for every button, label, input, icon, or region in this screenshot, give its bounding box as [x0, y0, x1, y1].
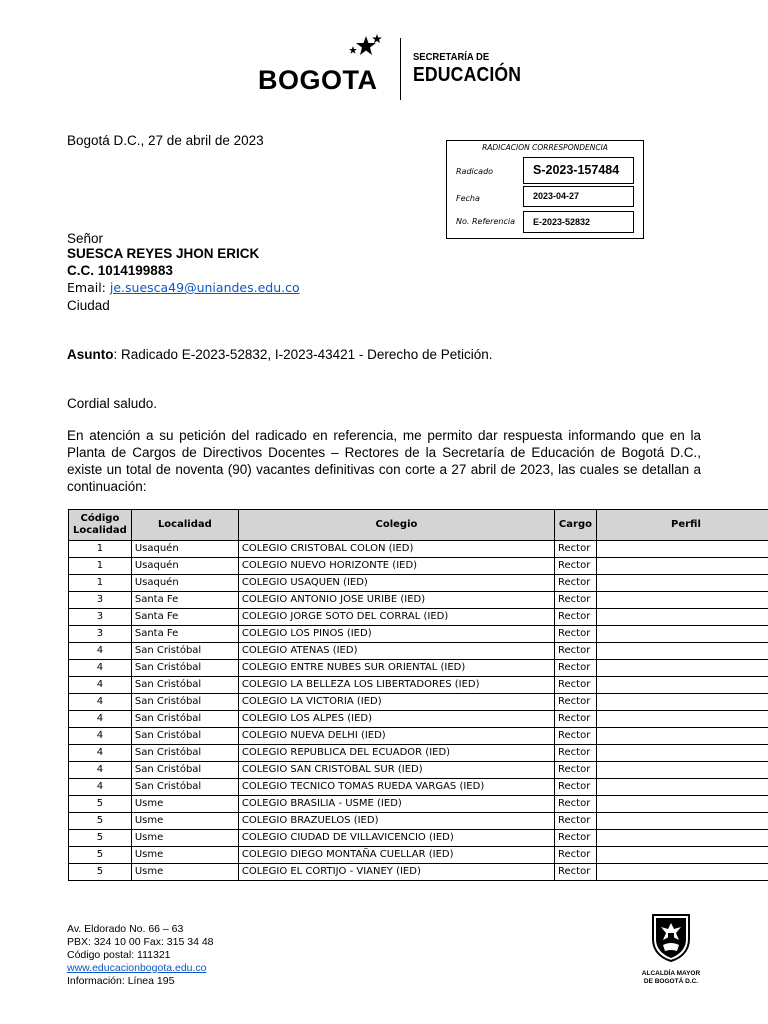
cell-localidad: San Cristóbal — [131, 694, 238, 711]
cell-localidad: Usaquén — [131, 558, 238, 575]
cell-colegio: COLEGIO LOS PINOS (IED) — [238, 626, 554, 643]
cell-codigo: 5 — [69, 864, 132, 881]
table-row — [69, 575, 768, 592]
cell-perfil — [596, 762, 768, 779]
cell-cargo: Rector — [555, 660, 597, 677]
cell-codigo: 3 — [69, 592, 132, 609]
cell-cargo: Rector — [555, 864, 597, 881]
cell-codigo: 4 — [69, 660, 132, 677]
cell-colegio: COLEGIO ATENAS (IED) — [238, 643, 554, 660]
cell-localidad: Santa Fe — [131, 609, 238, 626]
cell-localidad: San Cristóbal — [131, 643, 238, 660]
cell-colegio: COLEGIO ANTONIO JOSE URIBE (IED) — [238, 592, 554, 609]
cell-cargo: Rector — [555, 762, 597, 779]
cell-colegio: COLEGIO LOS ALPES (IED) — [238, 711, 554, 728]
recipient-id: C.C. 1014199883 — [67, 263, 173, 278]
cell-cargo: Rector — [555, 677, 597, 694]
table-row — [69, 558, 768, 575]
subject-text: : Radicado E-2023-52832, I-2023-43421 - Derecho de Petición. — [113, 347, 493, 362]
cell-cargo: Rector — [555, 626, 597, 643]
cell-colegio: COLEGIO CIUDAD DE VILLAVICENCIO (IED) — [238, 830, 554, 847]
radicacion-box — [446, 140, 644, 239]
logo-divider — [400, 38, 402, 100]
cell-colegio: COLEGIO NUEVO HORIZONTE (IED) — [238, 558, 554, 575]
cell-cargo: Rector — [555, 575, 597, 592]
body-paragraph: En atención a su petición del radicado en referencia, me permito dar respuesta informando que en la Planta de Cargos de Directivos Docentes – Rectores de la Secretaría de Educación de Bogotá D.C., existe un total de noventa (90) vacantes definitivas con corte a 27 abril de 2023, las cuales se detallan a continuación: — [67, 428, 701, 494]
cell-colegio: COLEGIO ENTRE NUBES SUR ORIENTAL (IED) — [238, 660, 554, 677]
cell-colegio: COLEGIO JORGE SOTO DEL CORRAL (IED) — [238, 609, 554, 626]
cell-codigo: 4 — [69, 711, 132, 728]
cell-codigo: 5 — [69, 847, 132, 864]
table-row — [69, 796, 768, 813]
cell-perfil — [596, 626, 768, 643]
cell-perfil — [596, 609, 768, 626]
cell-codigo: 1 — [69, 558, 132, 575]
cell-cargo: Rector — [555, 694, 597, 711]
cell-localidad: San Cristóbal — [131, 762, 238, 779]
cell-localidad: Usme — [131, 864, 238, 881]
table-row — [69, 626, 768, 643]
logo-bogota-wordmark: BOGOTA — [258, 64, 378, 95]
table-row — [69, 728, 768, 745]
subject-label: Asunto — [67, 347, 114, 362]
header-cargo: Cargo — [555, 510, 597, 541]
alcaldia-line2: DE BOGOTÁ D.C. — [643, 978, 699, 985]
cell-perfil — [596, 575, 768, 592]
table-row — [69, 864, 768, 881]
footer-address: Av. Eldorado No. 66 – 63 — [67, 923, 184, 935]
cell-localidad: Usaquén — [131, 541, 238, 558]
footer-web-link[interactable]: www.educacionbogota.edu.co — [67, 962, 207, 974]
table-row — [69, 745, 768, 762]
cell-perfil — [596, 711, 768, 728]
radicado-value: S-2023-157484 — [523, 157, 634, 184]
cell-codigo: 1 — [69, 575, 132, 592]
header-perfil: Perfil — [596, 510, 768, 541]
cell-cargo: Rector — [555, 813, 597, 830]
alcaldia-line1: ALCALDÍA MAYOR — [641, 970, 701, 977]
cell-codigo: 5 — [69, 813, 132, 830]
cell-colegio: COLEGIO EL CORTIJO - VIANEY (IED) — [238, 864, 554, 881]
cell-localidad: San Cristóbal — [131, 660, 238, 677]
cell-perfil — [596, 643, 768, 660]
cell-perfil — [596, 592, 768, 609]
cell-colegio: COLEGIO DIEGO MONTAÑA CUELLAR (IED) — [238, 847, 554, 864]
referencia-value: E-2023-52832 — [523, 211, 634, 233]
table-row — [69, 592, 768, 609]
cell-perfil — [596, 541, 768, 558]
table-row — [69, 694, 768, 711]
cell-cargo: Rector — [555, 643, 597, 660]
cell-localidad: San Cristóbal — [131, 728, 238, 745]
cell-perfil — [596, 694, 768, 711]
cell-perfil — [596, 558, 768, 575]
cell-localidad: Santa Fe — [131, 592, 238, 609]
table-row — [69, 830, 768, 847]
cell-codigo: 3 — [69, 626, 132, 643]
cell-perfil — [596, 660, 768, 677]
cell-colegio: COLEGIO LA VICTORIA (IED) — [238, 694, 554, 711]
header-colegio: Colegio — [238, 510, 554, 541]
radicacion-title: RADICACION CORRESPONDENCIA — [482, 143, 608, 152]
star-icon — [344, 34, 382, 70]
cell-perfil — [596, 830, 768, 847]
cell-localidad: San Cristóbal — [131, 779, 238, 796]
footer-postal: Código postal: 111321 — [67, 949, 171, 961]
table-header-row — [69, 510, 768, 541]
cell-codigo: 1 — [69, 541, 132, 558]
table-row — [69, 677, 768, 694]
table-row — [69, 711, 768, 728]
cell-perfil — [596, 779, 768, 796]
cell-localidad: San Cristóbal — [131, 711, 238, 728]
cell-cargo: Rector — [555, 847, 597, 864]
footer-contact — [67, 923, 214, 988]
cell-codigo: 4 — [69, 745, 132, 762]
cell-codigo: 4 — [69, 762, 132, 779]
email-link[interactable]: je.suesca49@uniandes.edu.co — [109, 280, 300, 295]
table-row — [69, 847, 768, 864]
cell-cargo: Rector — [555, 711, 597, 728]
cell-cargo: Rector — [555, 728, 597, 745]
fecha-value: 2023-04-27 — [523, 186, 634, 207]
greeting: Cordial saludo. — [67, 396, 158, 411]
cell-colegio: COLEGIO NUEVA DELHI (IED) — [238, 728, 554, 745]
place-date: Bogotá D.C., 27 de abril de 2023 — [67, 133, 264, 148]
referencia-label: No. Referencia — [456, 217, 515, 226]
cell-localidad: Usme — [131, 830, 238, 847]
cell-perfil — [596, 745, 768, 762]
table-row — [69, 762, 768, 779]
cell-codigo: 4 — [69, 643, 132, 660]
cell-colegio: COLEGIO BRASILIA - USME (IED) — [238, 796, 554, 813]
cell-localidad: San Cristóbal — [131, 677, 238, 694]
subject-line — [67, 346, 493, 363]
recipient-email-line — [67, 279, 300, 296]
cell-colegio: COLEGIO SAN CRISTOBAL SUR (IED) — [238, 762, 554, 779]
email-label: Email: — [67, 280, 110, 295]
logo-sec-line2: EDUCACIÓN — [413, 64, 522, 86]
cell-codigo: 4 — [69, 694, 132, 711]
table-row — [69, 643, 768, 660]
cell-colegio: COLEGIO BRAZUELOS (IED) — [238, 813, 554, 830]
alcaldia-logo — [636, 913, 706, 986]
table-row — [69, 609, 768, 626]
cell-localidad: Usme — [131, 813, 238, 830]
cell-codigo: 5 — [69, 830, 132, 847]
cell-cargo: Rector — [555, 779, 597, 796]
table-row — [69, 813, 768, 830]
fecha-label: Fecha — [456, 194, 480, 203]
secretaria-logo — [258, 36, 536, 102]
cell-colegio: COLEGIO LA BELLEZA LOS LIBERTADORES (IED) — [238, 677, 554, 694]
table-row — [69, 541, 768, 558]
cell-perfil — [596, 864, 768, 881]
cell-localidad: Usme — [131, 847, 238, 864]
recipient-salutation: Señor — [67, 231, 104, 246]
footer-phone: PBX: 324 10 00 Fax: 315 34 48 — [67, 936, 214, 948]
cell-perfil — [596, 847, 768, 864]
radicado-label: Radicado — [456, 167, 494, 176]
coat-of-arms-icon — [651, 913, 691, 963]
cell-cargo: Rector — [555, 745, 597, 762]
cell-perfil — [596, 796, 768, 813]
cell-perfil — [596, 728, 768, 745]
cell-cargo: Rector — [555, 558, 597, 575]
cell-cargo: Rector — [555, 796, 597, 813]
cell-localidad: Usme — [131, 796, 238, 813]
cell-perfil — [596, 813, 768, 830]
cell-codigo: 4 — [69, 779, 132, 796]
footer-info: Información: Línea 195 — [67, 975, 175, 987]
cell-localidad: Usaquén — [131, 575, 238, 592]
recipient-city: Ciudad — [67, 298, 110, 313]
cell-colegio: COLEGIO CRISTOBAL COLON (IED) — [238, 541, 554, 558]
cell-localidad: Santa Fe — [131, 626, 238, 643]
cell-codigo: 4 — [69, 677, 132, 694]
recipient-name: SUESCA REYES JHON ERICK — [67, 246, 260, 261]
cell-codigo: 3 — [69, 609, 132, 626]
logo-sec-line1: SECRETARÍA DE — [413, 51, 490, 63]
cell-cargo: Rector — [555, 592, 597, 609]
cell-colegio: COLEGIO TECNICO TOMAS RUEDA VARGAS (IED) — [238, 779, 554, 796]
cell-codigo: 4 — [69, 728, 132, 745]
header-localidad: Localidad — [131, 510, 238, 541]
cell-localidad: San Cristóbal — [131, 745, 238, 762]
logo-secretaria-text — [413, 51, 536, 87]
table-row — [69, 779, 768, 796]
cell-perfil — [596, 677, 768, 694]
table-row — [69, 660, 768, 677]
cell-colegio: COLEGIO REPUBLICA DEL ECUADOR (IED) — [238, 745, 554, 762]
cell-colegio: COLEGIO USAQUEN (IED) — [238, 575, 554, 592]
cell-cargo: Rector — [555, 541, 597, 558]
cell-codigo: 5 — [69, 796, 132, 813]
cell-cargo: Rector — [555, 830, 597, 847]
cell-cargo: Rector — [555, 609, 597, 626]
vacancies-table — [68, 509, 768, 881]
header-codigo: Código Localidad — [69, 510, 132, 541]
